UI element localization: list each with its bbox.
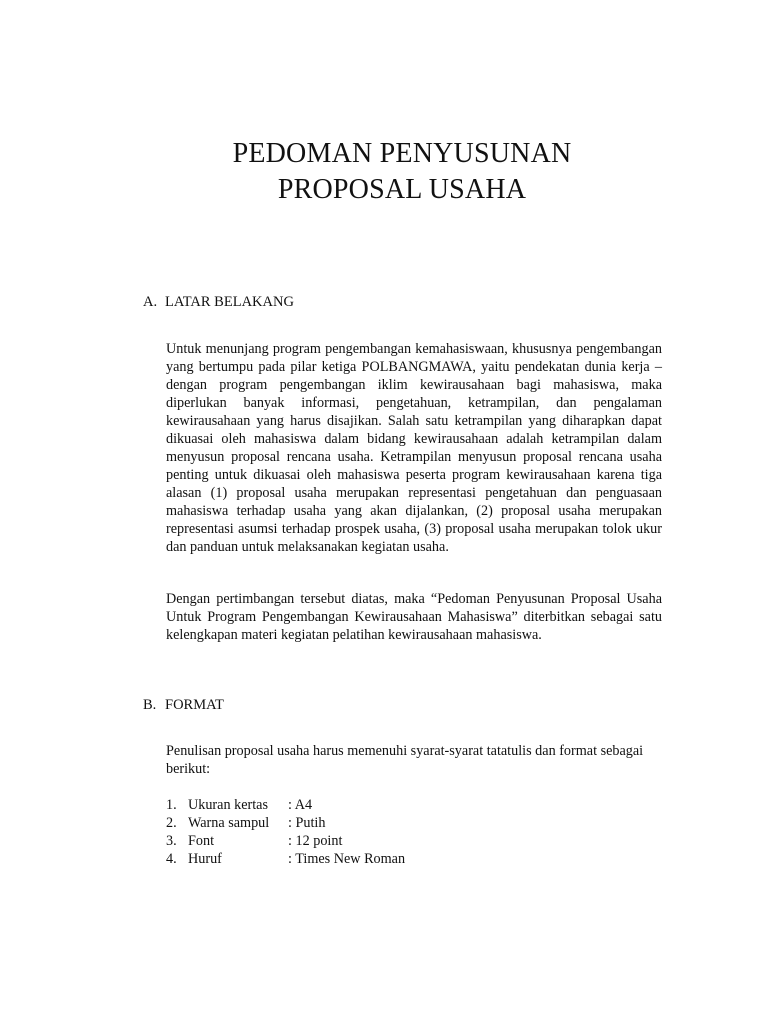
list-value: : 12 point: [288, 833, 343, 849]
section-letter: A.: [143, 294, 158, 310]
list-label: Huruf: [188, 851, 222, 867]
list-label: Font: [188, 833, 215, 849]
list-item: [166, 850, 405, 868]
list-label: Ukuran kertas: [188, 797, 268, 813]
section-heading-format: [143, 696, 224, 714]
section-heading-latar-belakang: [143, 293, 294, 311]
list-item: [166, 814, 405, 832]
document-title: [0, 136, 768, 208]
paragraph-latar-belakang-2: Dengan pertimbangan tersebut diatas, maka “Pedoman Penyusunan Proposal Usaha Untuk Program Pengembangan Kewirausahaan Mahasiswa” diterbitkan sebagai satu kelengkapan materi kegiatan pelatihan kewirausahaan mahasiswa.: [166, 591, 662, 643]
paragraph-format-intro: Penulisan proposal usaha harus memenuhi syarat-syarat tatatulis dan format sebagai berikut:: [166, 743, 644, 777]
list-number: 1.: [166, 797, 177, 813]
list-value: : A4: [288, 797, 313, 813]
list-value: : Times New Roman: [288, 851, 406, 867]
list-value: : Putih: [288, 815, 326, 831]
title-line-2: PROPOSAL USAHA: [277, 174, 527, 205]
paragraph-latar-belakang-1: Untuk menunjang program pengembangan kemahasiswaan, khususnya pengembangan yang bertumpu pada pilar ketiga POLBANGMAWA, yaitu pendekatan dunia kerja – dengan program pengembangan iklim kewirausahaan bagi mahasiswa, maka diperlukan banyak informasi, pengetahuan, ketrampilan, dan pengalaman kewirausahaan yang harus disajikan. Salah satu ketrampilan yang diharapkan dapat dikuasai oleh mahasiswa dalam bidang kewirausahaan adalah ketrampilan dalam menyusun proposal rencana usaha. Ketrampilan menyusun proposal rencana usaha penting untuk dikuasai oleh mahasiswa peserta program kewirausahaan karena tiga alasan (1) proposal usaha merupakan representasi pengetahuan dan penguasaan mahasiswa terhadap usaha yang akan dijalankan, (2) proposal usaha merupakan representasi asumsi terhadap prospek usaha, (3) proposal usaha merupakan tolok ukur dan panduan untuk melaksanakan kegiatan usaha.: [166, 341, 662, 555]
list-number: 4.: [166, 851, 177, 867]
title-line-1: PEDOMAN PENYUSUNAN: [232, 138, 572, 169]
section-title: FORMAT: [165, 697, 224, 713]
list-label: Warna sampul: [188, 815, 270, 831]
list-item: [166, 832, 405, 850]
list-item: [166, 796, 405, 814]
section-title: LATAR BELAKANG: [165, 294, 294, 310]
list-number: 2.: [166, 815, 177, 831]
list-number: 3.: [166, 833, 177, 849]
section-letter: B.: [143, 697, 157, 713]
format-list: [166, 796, 405, 868]
